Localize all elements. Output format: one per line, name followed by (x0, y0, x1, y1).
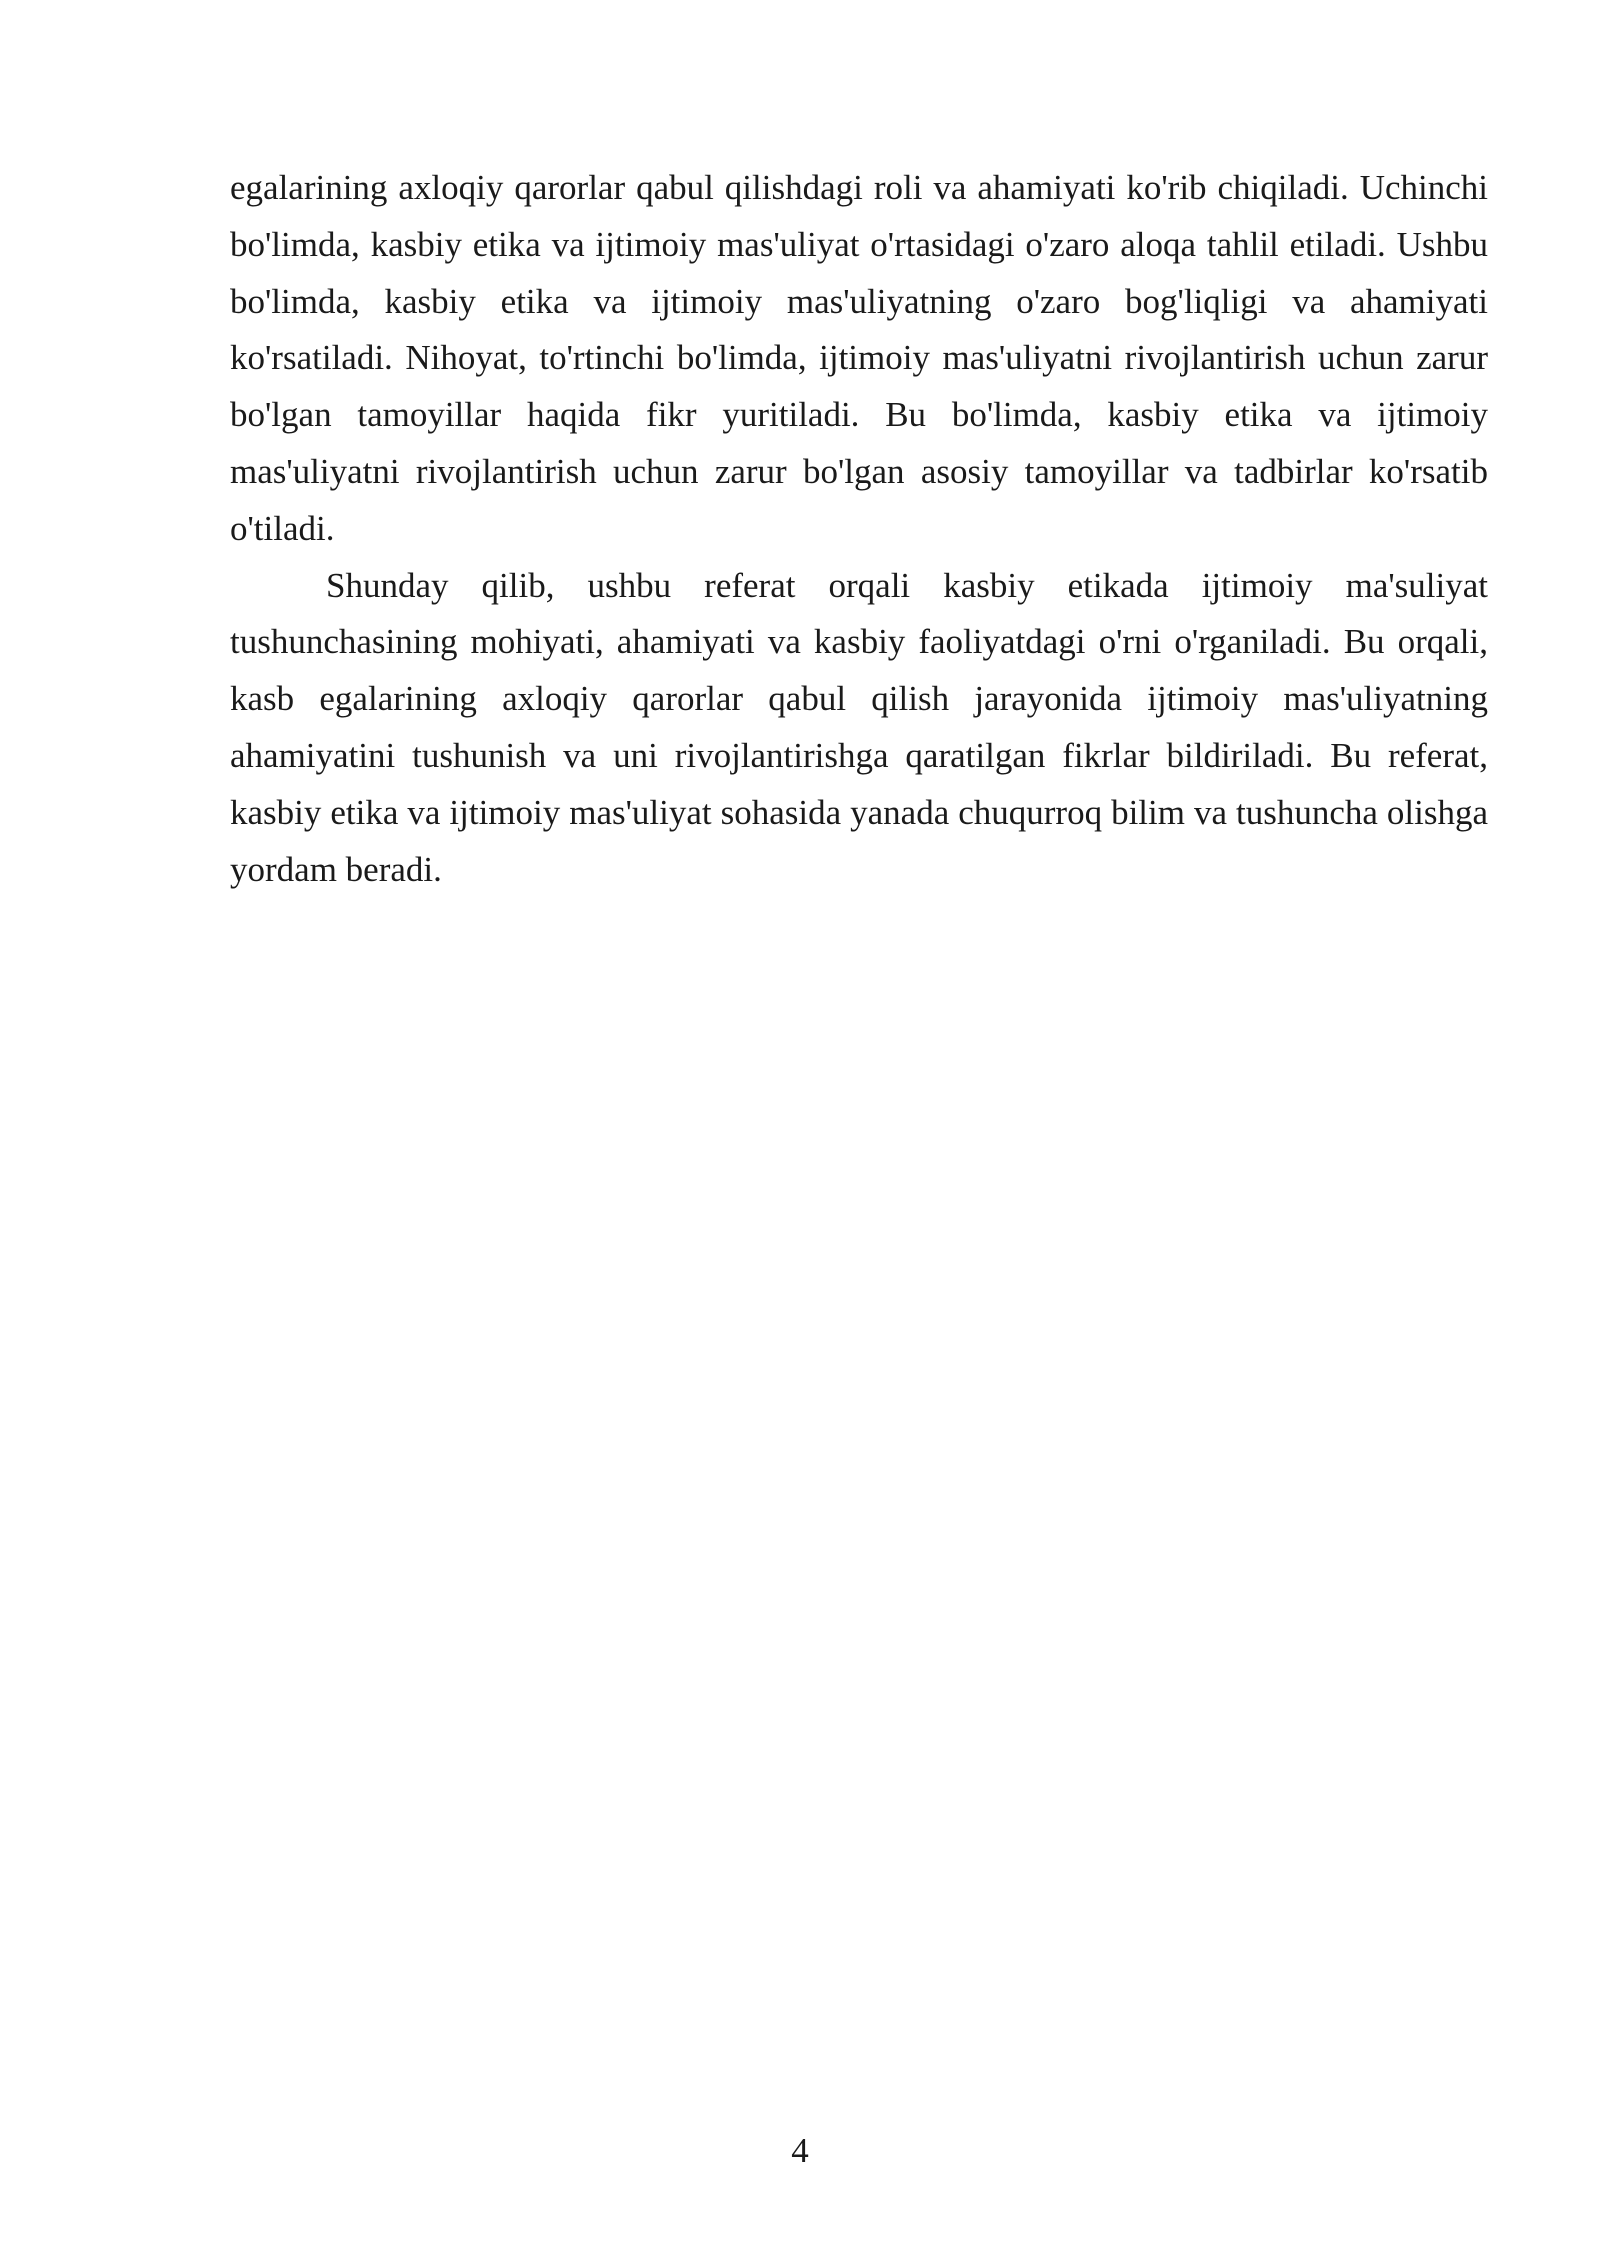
page-number: 4 (791, 2131, 809, 2170)
paragraph-continued: egalarining axloqiy qarorlar qabul qilishdagi roli va ahamiyati ko'rib chiqiladi. Uchinchi bo'limda, kasbiy etika va ijtimoiy mas'uliyat o'rtasidagi o'zaro aloqa tahlil etiladi. Ushbu bo'limda, kasbiy etika va ijtimoiy mas'uliyatning o'zaro bog'liqligi va ahamiyati ko'rsatiladi. Nihoyat, to'rtinchi bo'limda, ijtimoiy mas'uliyatni rivojlantirish uchun zarur bo'lgan tamoyillar haqida fikr yuritiladi. Bu bo'limda, kasbiy etika va ijtimoiy mas'uliyatni rivojlantirish uchun zarur bo'lgan asosiy tamoyillar va tadbirlar ko'rsatib o'tiladi. (230, 168, 1488, 548)
paragraph: Shunday qilib, ushbu referat orqali kasbiy etikada ijtimoiy ma'suliyat tushunchasining mohiyati, ahamiyati va kasbiy faoliyatdagi o'rni o'rganiladi. Bu orqali, kasb egalarining axloqiy qarorlar qabul qilish jarayonida ijtimoiy mas'uliyatning ahamiyatini tushunish va uni rivojlantirishga qaratilgan fikrlar bildiriladi. Bu referat, kasbiy etika va ijtimoiy mas'uliyat sohasida yanada chuqurroq bilim va tushuncha olishga yordam beradi. (230, 565, 1488, 889)
body-text (230, 160, 1488, 898)
